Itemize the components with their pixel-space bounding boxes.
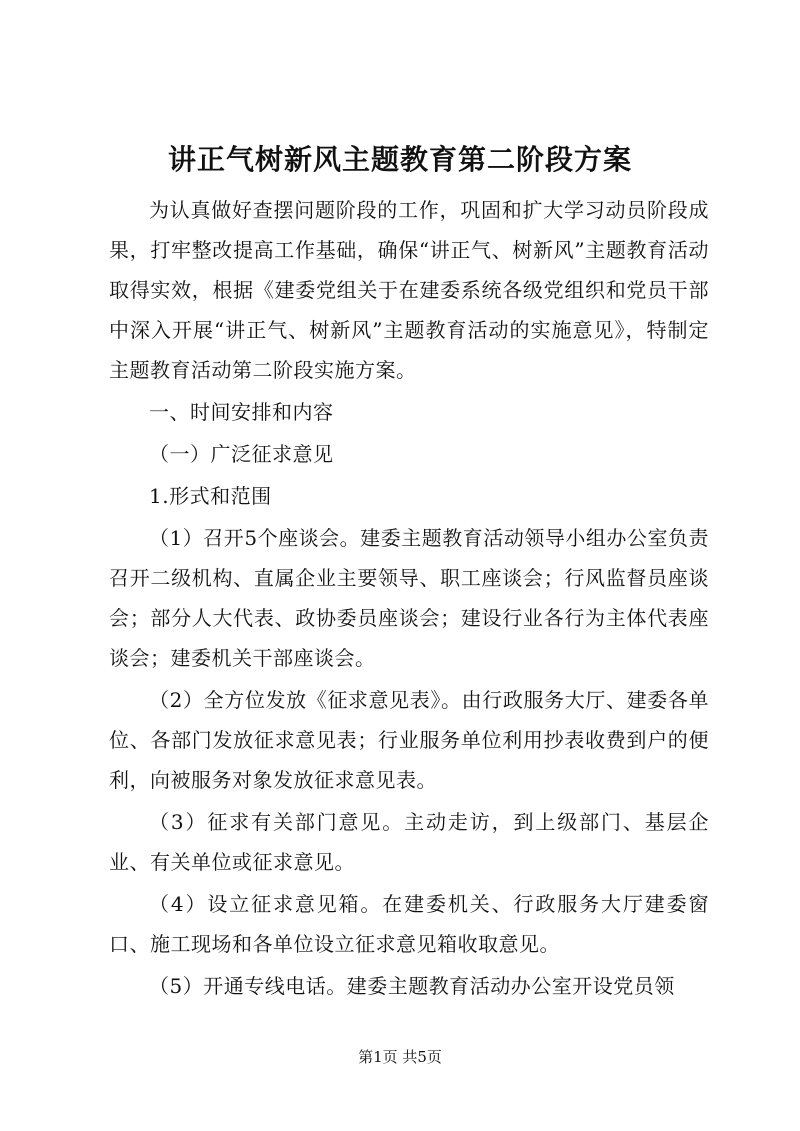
paragraph-item-5: （5）开通专线电话。建委主题教育活动办公室开设党员领	[149, 974, 675, 998]
paragraph-item-3: （3）征求有关部门意见。主动走访，到上级部门、基层企业、有关单位或征求意见。	[109, 810, 709, 874]
paragraph-item-4: （4）设立征求意见箱。在建委机关、行政服务大厅建委窗口、施工现场和各单位设立征求意见箱收取意见。	[109, 892, 709, 956]
paragraph-item-1: （1）召开5个座谈会。建委主题教育活动领导小组办公室负责召开二级机构、直属企业主要领导、职工座谈会；行风监督员座谈会；部分人大代表、政协委员座谈会；建设行业各行为主体代表座谈会；建委机关干部座谈会。	[109, 526, 709, 670]
section-heading-1: 一、时间安排和内容	[149, 400, 334, 424]
document-body	[109, 190, 709, 1008]
page-footer: 第1页 共5页	[358, 1048, 442, 1066]
subsection-heading-1: （一）广泛征求意见	[149, 442, 334, 466]
item-heading-1: 1.形式和范围	[149, 484, 272, 508]
paragraph-item-2: （2）全方位发放《征求意见表》。由行政服务大厅、建委各单位、各部门发放征求意见表；行业服务单位利用抄表收费到户的便利，向被服务对象发放征求意见表。	[109, 688, 709, 792]
document-title: 讲正气树新风主题教育第二阶段方案	[167, 143, 632, 176]
paragraph-intro: 为认真做好查摆问题阶段的工作，巩固和扩大学习动员阶段成果，打牢整改提高工作基础，确保“讲正气、树新风”主题教育活动取得实效，根据《建委党组关于在建委系统各级党组织和党员干部中深入开展“讲正气、树新风”主题教育活动的实施意见》，特制定主题教育活动第二阶段实施方案。	[109, 198, 709, 382]
